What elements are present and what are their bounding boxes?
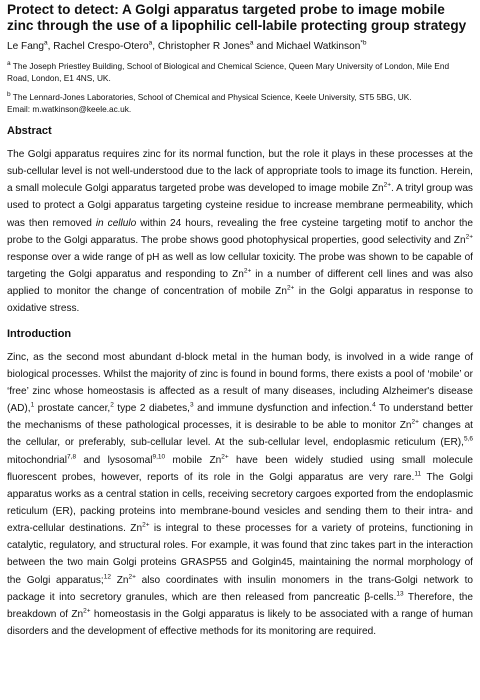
- intro-4: and immune dysfunction and infection.: [193, 403, 373, 415]
- cite: 3: [189, 401, 194, 409]
- paper-title: Protect to detect: A Golgi apparatus targeted probe to image mobile zinc through the use of a lipophilic cell-labile protecting group strategy: [7, 2, 467, 33]
- affil-mark: b: [7, 91, 11, 99]
- sup-charge: 2+: [383, 181, 392, 189]
- abstract-heading: Abstract: [7, 125, 52, 137]
- author-affil-mark: a: [148, 39, 153, 47]
- author-affil-mark: a: [44, 39, 48, 47]
- intro-16: homeostasis in the Golgi apparatus is likely to be associated with a range of human disorders and the development of effective methods for its monitoring are required.: [7, 608, 473, 638]
- intro-13: [111, 575, 117, 586]
- abs-italic: in cellulo: [95, 217, 137, 229]
- cite: 5,6: [463, 435, 473, 443]
- author-affil-mark: a: [249, 39, 254, 47]
- cite: 13: [396, 590, 404, 598]
- abs-5: in a number of different cell lines and was also applied to monitor the change of concentration of mobile: [7, 269, 473, 298]
- sup-charge: 2+: [465, 233, 473, 241]
- author-name: Christopher R Jones: [157, 41, 250, 52]
- affil-mark: a: [7, 60, 11, 68]
- author-affil-mark: *b: [360, 39, 367, 47]
- intro-7: mitochondrial: [7, 454, 68, 466]
- author-list: Le Fang$^a$, Rachel Crespo-Otero$^a$, Christopher R Jones$^a$ and Michael Watkinson$^{*b}$: [7, 39, 367, 52]
- intro-6: changes at the cellular, or preferably, sub-cellular level. At the sub-cellular level, endoplasmic reticulum (ER),: [7, 420, 473, 449]
- intro-5: To understand better the mechanisms of these pathological processes, it is desirable to be able to monitor: [7, 403, 473, 432]
- abs-2: . A trityl group was used to protect a Golgi apparatus targeting cysteine residue to increase membrane permeability, which was then removed: [7, 183, 473, 229]
- cite: 11: [414, 470, 422, 478]
- intro-2: prostate cancer,: [34, 403, 111, 415]
- affiliation-a: [7, 61, 473, 84]
- author-name: Rachel Crespo-Otero: [53, 41, 149, 52]
- affiliations: [7, 61, 473, 115]
- affiliation-b: [7, 92, 473, 104]
- intro-11: The Golgi apparatus works as a central station in cells, receiving secretory cargoes exported from the endoplasmic reticulum (ER), packing proteins into membrane-bound vesicles and sending them to their intra- and extra-cellular destinations.: [7, 471, 473, 535]
- affiliation-text: The Joseph Priestley Building, School of Biological and Chemical Science, Queen Mary University of London, Mile End Road, London, E1 4NS, UK.: [7, 61, 450, 83]
- author-name: Michael Watkinson: [275, 41, 361, 52]
- contact-email: Email: m.watkinson@keele.ac.uk.: [7, 103, 132, 114]
- sup-charge: 2+: [411, 418, 419, 426]
- sup-charge: 2+: [286, 284, 295, 292]
- intro-15: Therefore, the breakdown of: [7, 591, 474, 620]
- intro-1: Zinc, as the second most abundant d-block metal in the human body, is involved in a wide range of biological processes. Whilst the majority of zinc is found in bound forms, there exists a pool of ‘mobile’ or ‘free’ zinc whose homeostasis is affected as a result of many diseases, including Alzheimer's disease (AD),: [7, 351, 473, 415]
- cite: 9,10: [152, 453, 166, 461]
- introduction-heading: Introduction: [7, 327, 72, 340]
- sup-charge: 2+: [128, 573, 136, 581]
- abs-4: response over a wide range of pH as well as low cellular toxicity. The probe was shown to be capable of targeting the Golgi apparatus and responding to: [7, 251, 473, 281]
- cite: 2: [110, 401, 114, 409]
- intro-14: also coordinates with insulin monomers in the trans-Golgi network to package it into secretory granules, which are then released from pancreatic β-cells.: [7, 574, 473, 603]
- cite: 12: [103, 573, 111, 581]
- author-name: Le Fang: [7, 41, 45, 52]
- intro-9: mobile: [165, 454, 210, 466]
- abs-3: within 24 hours, revealing the free cysteine targeting motif to anchor the probe to the Golgi apparatus. The probe shows good photophysical properties, good selectivity and: [7, 217, 473, 246]
- affiliation-text: The Lennard-Jones Laboratories, School of Chemical and Physical Science, Keele University, ST5 5BG, UK.: [12, 92, 412, 102]
- abstract-text: The Golgi apparatus requires zinc for its normal function, but the role it plays in these processes at the sub-cellular level is not well-understood due to the lack of appropriate tools to image its function. Herein, a small molecule Golgi apparatus targeted probe was developed to image mobile $Zn^{2+}$. A trityl group was used to protect a Golgi apparatus targeting cysteine residue to increase membrane permeability, which was then removed in cellulo within 24 hours, revealing the free cysteine targeting motif to anchor the probe to the Golgi apparatus. The probe shows good photophysical properties, good selectivity and $Zn^{2+}$ response over a wide range of pH as well as low cellular toxicity. The probe was shown to be capable of targeting the Golgi apparatus and responding to $Zn^{2+}$ in a number of different cell lines and was also applied to monitor the change of concentration of mobile $Zn^{2+}$ in the Golgi apparatus in response to oxidative stress.: [7, 149, 473, 315]
- intro-3: type 2 diabetes,: [113, 403, 190, 415]
- intro-8: and lysosomal: [76, 454, 153, 466]
- sup-charge: 2+: [83, 607, 91, 615]
- cite: 7,8: [67, 453, 77, 461]
- sup-charge: 2+: [221, 453, 229, 461]
- cite: 4: [372, 401, 376, 409]
- abs-1: The Golgi apparatus requires zinc for its normal function, but the role it plays in these processes at the sub-cellular level is not well-understood due to the lack of appropriate tools to image its function. Herein, a small molecule Golgi apparatus targeted probe was developed to image mobile: [7, 149, 473, 195]
- sup-charge: 2+: [142, 521, 150, 529]
- abs-6: in the Golgi apparatus in response to oxidative stress.: [7, 286, 473, 315]
- intro-12: is integral to these processes for a variety of proteins, functioning in catalytic, regulatory, and structural roles. For example, it was found that zinc takes part in the interaction between the two main Golgi proteins GRASP55 and Golgin45, maintaining the normal morphology of the Golgi apparatus;: [7, 523, 473, 586]
- introduction-text: Zinc, as the second most abundant d-block metal in the human body, is involved in a wide range of biological processes. Whilst the majority of zinc is found in bound forms, there exists a pool of ‘mobile’ or ‘free’ zinc whose homeostasis is affected as a result of many diseases, including Alzheimer's disease (AD),$^1$ prostate cancer,$^2$ type 2 diabetes,$^3$ and immune dysfunction and infection.$^4$ To understand better the mechanisms of these pathological processes, it is desirable to be able to monitor $Zn^{2+}$ changes at the cellular, or preferably, sub-cellular level. At the sub-cellular level, endoplasmic reticulum (ER),$^{5,6}$ mitochondrial$^{7,8}$ and lysosomal$^{9,10}$ mobile $Zn^{2+}$ have been widely studied using small molecule fluorescent probes, however, reports of its role in the Golgi apparatus are very rare.$^{11}$ The Golgi apparatus works as a central station in cells, receiving secretory cargoes exported from the endoplasmic reticulum (ER), packing proteins into membrane-bound vesicles and sending them to their intra- and extra-cellular destinations. $Zn^{2+}$ is integral to these processes for a variety of proteins, functioning in catalytic, regulatory, and structural roles. For example, it was found that zinc takes part in the interaction between the two main Golgi proteins GRASP55 and Golgin45, maintaining the normal morphology of the Golgi apparatus;$^{12}$ $Zn^{2+}$ also coordinates with insulin monomers in the trans-Golgi network to package it into secretory granules, which are then released from pancreatic β-cells.$^{13}$ Therefore, the breakdown of $Zn^{2+}$ homeostasis in the Golgi apparatus is likely to be associated with a range of human disorders and the development of effective methods for its monitoring are required.: [7, 351, 474, 638]
- sup-charge: 2+: [243, 267, 252, 275]
- intro-10: have been widely studied using small molecule fluorescent probes, however, reports of its role in the Golgi apparatus are very rare.: [7, 454, 474, 483]
- cite: 1: [30, 401, 35, 409]
